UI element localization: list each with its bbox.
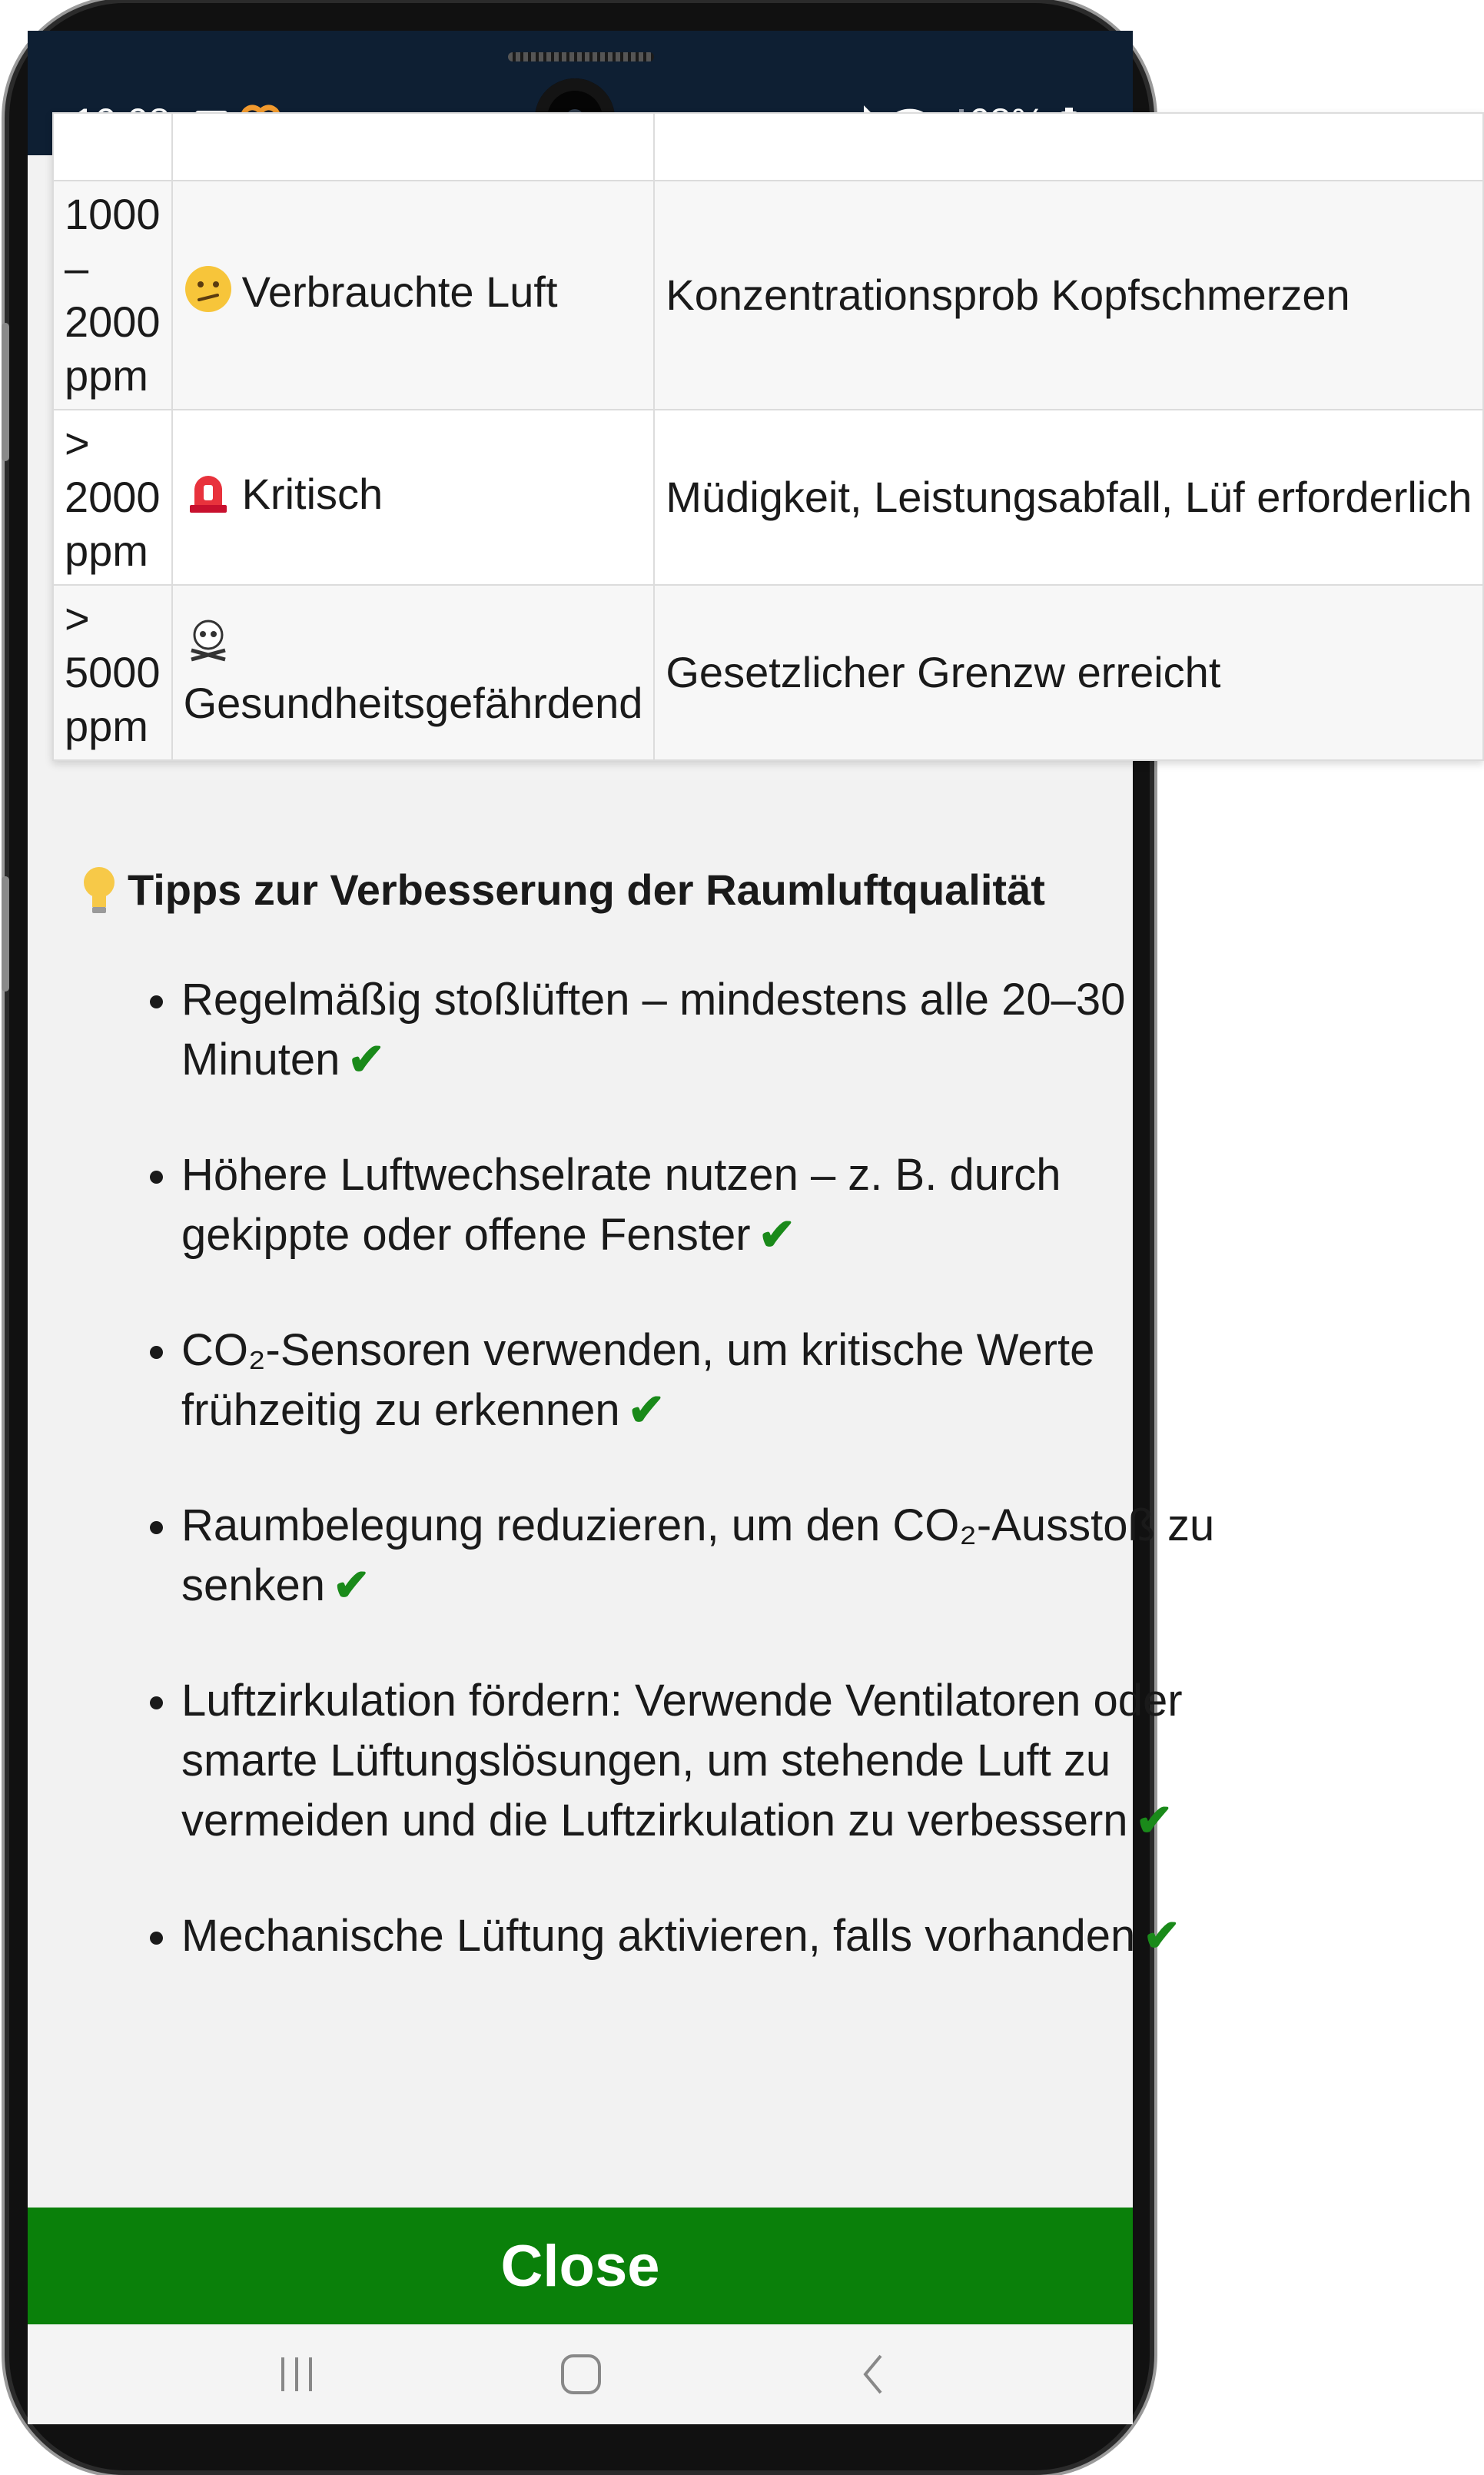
confused-face-icon <box>184 264 233 326</box>
lightbulb-icon <box>78 862 120 916</box>
list-item: • CO₂-Sensoren verwenden, um kritische Werte frühzeitig zu erkennen ✔ <box>181 1321 1227 1440</box>
system-nav-bar <box>28 2324 1133 2424</box>
recent-apps-icon <box>274 2351 320 2397</box>
volume-button <box>2 323 9 461</box>
check-icon: ✔ <box>758 1210 796 1260</box>
close-button[interactable]: Close <box>28 2208 1133 2324</box>
status-label: Verbrauchte Luft <box>241 267 558 316</box>
home-icon <box>558 2351 604 2397</box>
effect-cell: Müdigkeit, Leistungsabfall, Lüf erforderlich <box>654 410 1483 585</box>
co2-levels-table <box>52 112 1484 761</box>
tips-heading <box>78 862 1045 916</box>
table-row <box>53 181 1483 410</box>
earpiece-speaker <box>508 52 654 61</box>
list-item: • Luftzirkulation fördern: Verwende Ventilatoren oder smarte Lüftungslösungen, um stehende Luft zu vermeiden und die Luftzirkulation zu verbessern ✔ <box>181 1671 1227 1851</box>
status-cell <box>172 410 655 585</box>
back-icon <box>850 2351 896 2397</box>
check-icon: ✔ <box>627 1385 666 1435</box>
back-button[interactable] <box>827 2340 919 2409</box>
list-item: • Raumbelegung reduzieren, um den CO₂-Ausstoß zu senken ✔ <box>181 1496 1227 1616</box>
status-label: Gesundheitsgefährdend <box>183 679 643 727</box>
ppm-range-cell: > 2000 ppm <box>53 410 172 585</box>
table-row <box>53 113 1483 181</box>
table-row <box>53 585 1483 760</box>
volume-button <box>2 876 9 992</box>
check-icon: ✔ <box>333 1560 370 1610</box>
check-icon: ✔ <box>347 1035 385 1085</box>
list-item: • Höhere Luftwechselrate nutzen – z. B. durch gekippte oder offene Fenster ✔ <box>181 1145 1227 1265</box>
status-cell <box>172 585 655 760</box>
status-label: Kritisch <box>241 469 383 518</box>
table-row <box>53 410 1483 585</box>
list-item: • Regelmäßig stoßlüften – mindestens alle 20–30 Minuten ✔ <box>181 970 1227 1090</box>
skull-crossbones-icon <box>184 615 233 676</box>
status-cell <box>172 181 655 410</box>
ppm-range-cell: 1000 – 2000 ppm <box>53 181 172 410</box>
tips-title: Tipps zur Verbesserung der Raumluftqualität <box>128 865 1045 914</box>
home-button[interactable] <box>535 2340 627 2409</box>
check-icon: ✔ <box>1143 1911 1180 1961</box>
ppm-range-cell: > 5000 ppm <box>53 585 172 760</box>
recent-apps-button[interactable] <box>251 2340 343 2409</box>
dialog-content[interactable] <box>28 155 1472 2208</box>
tips-list <box>74 970 1227 2022</box>
phone-screen <box>28 31 1472 2406</box>
effect-cell: Konzentrationsprob Kopfschmerzen <box>654 181 1483 410</box>
effect-cell: Gesetzlicher Grenzw erreicht <box>654 585 1483 760</box>
siren-icon <box>184 467 233 528</box>
check-icon: ✔ <box>1135 1796 1174 1845</box>
list-item: • Mechanische Lüftung aktivieren, falls vorhanden ✔ <box>181 1906 1227 1966</box>
